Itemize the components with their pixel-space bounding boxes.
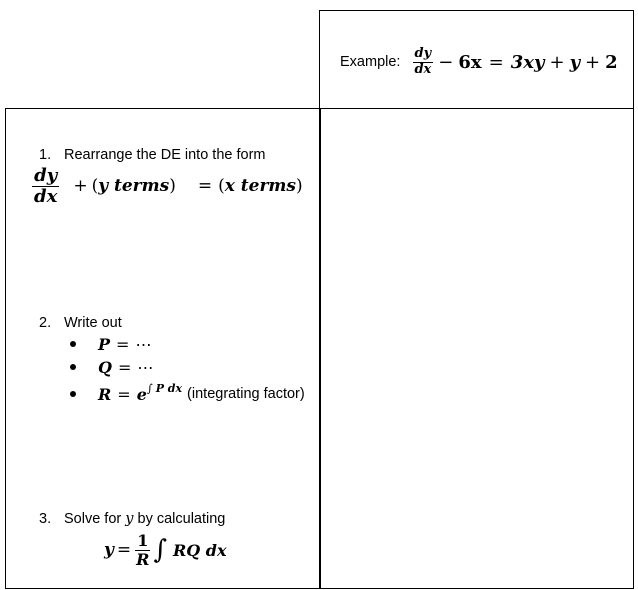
bullet-icon <box>70 341 76 347</box>
integral-sign: ∫ <box>153 535 167 565</box>
step-2-heading <box>39 315 122 331</box>
bullet-p: P = ⋯ <box>70 334 151 354</box>
bullet-r: R = e ∫ P dx (integrating factor) <box>70 378 305 404</box>
workspace-cell <box>319 108 634 589</box>
example-label: Example: <box>340 54 401 70</box>
example-equation: Example: $\frac{dy}{dx}$ − 6x = 3xy + y + 2 <box>340 46 618 77</box>
exponent: ∫ P dx <box>146 382 183 395</box>
step-2-text: Write out <box>64 315 122 331</box>
bullet-q: Q = ⋯ <box>70 357 153 377</box>
integrating-factor-note: (integrating factor) <box>187 386 305 402</box>
step-1-number: 1. <box>39 147 52 163</box>
step-1-text: Rearrange the DE into the form <box>64 147 266 163</box>
example-derivative-fraction: $\frac{dy}{dx}$ <box>414 46 432 77</box>
step-1-heading <box>39 147 266 163</box>
one-over-r-fraction: $\frac{1}{R}$ <box>136 530 150 569</box>
step-3-heading: 3. Solve for y by calculating <box>39 511 226 527</box>
step-1-formula: $\frac{dy}{dx}$ + ( y terms ) = ( x terms ) <box>34 164 303 207</box>
y-terms: y terms <box>98 176 170 196</box>
step-2-number: 2. <box>39 315 52 331</box>
step-3-number: 3. <box>39 511 52 527</box>
step-3-formula: y = $\frac{1}{R}$ ∫ RQ dx <box>104 530 227 569</box>
bullet-icon <box>70 391 76 397</box>
x-terms: x terms <box>224 176 296 196</box>
bullet-icon <box>70 364 76 370</box>
step-1-derivative-fraction: $\frac{dy}{dx}$ <box>34 164 58 207</box>
